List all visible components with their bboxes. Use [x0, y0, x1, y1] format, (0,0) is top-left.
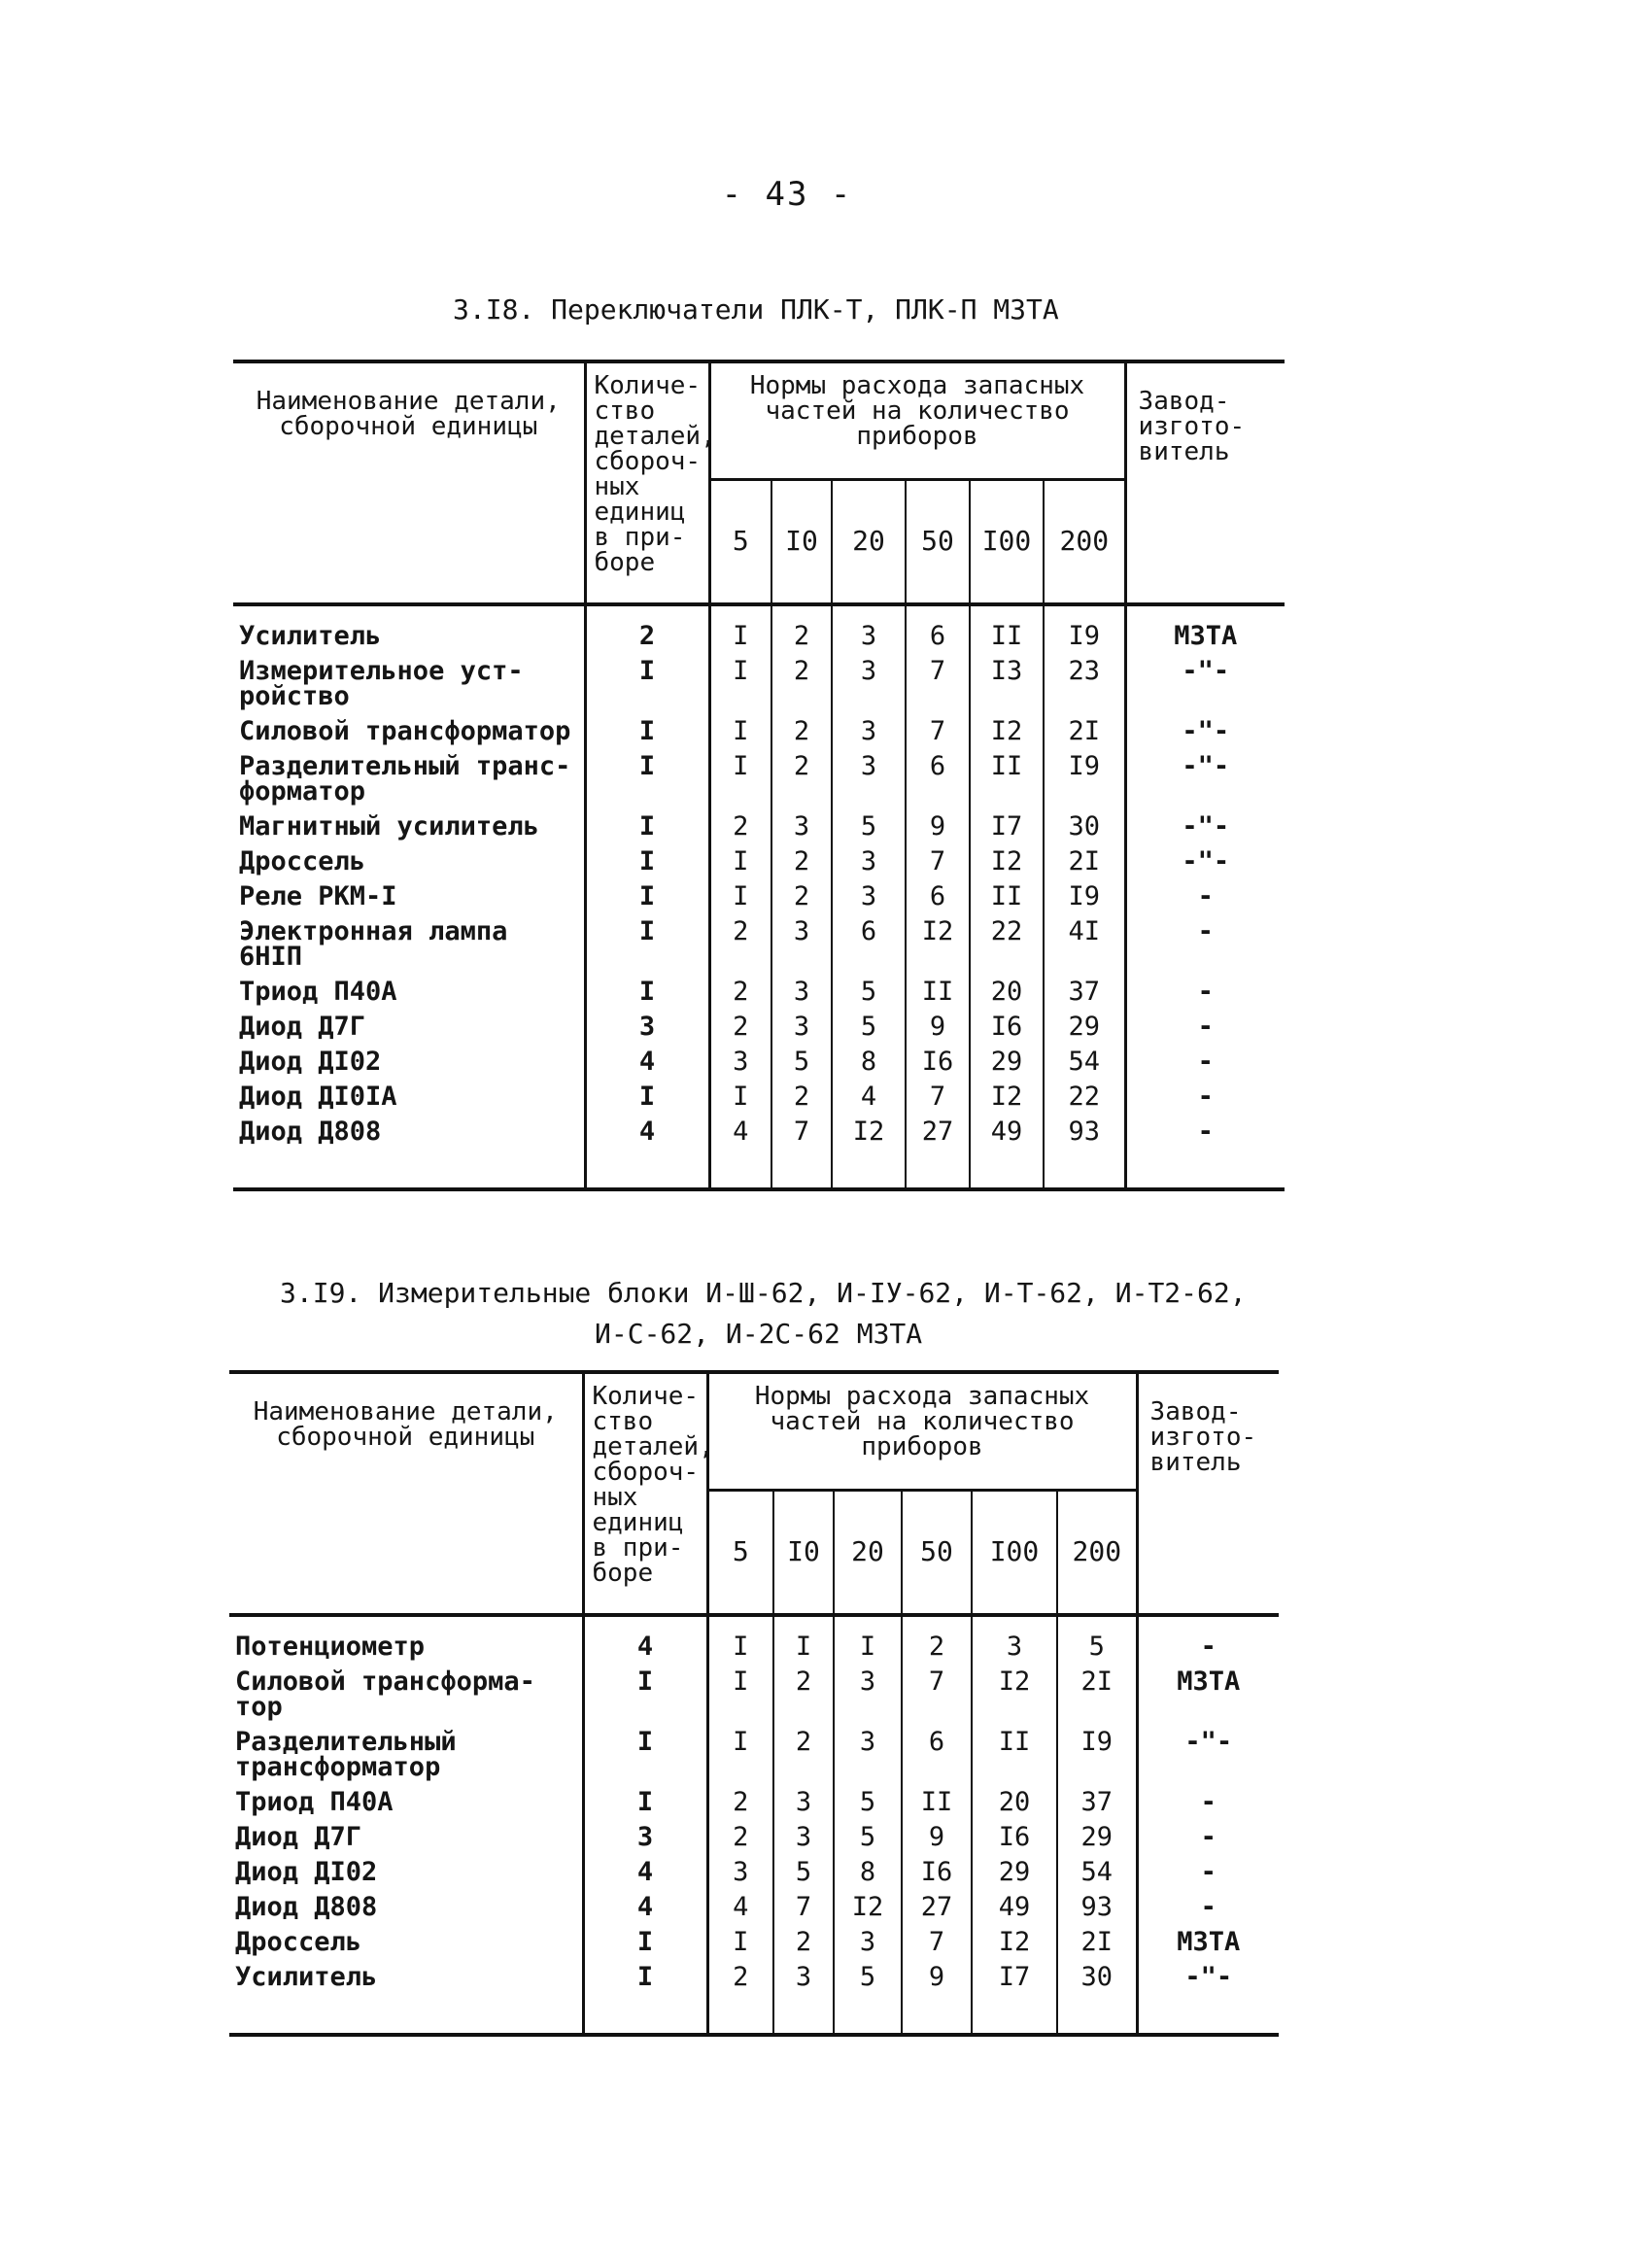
column-header-count: 20	[832, 480, 906, 604]
norm-value-cell: 7	[771, 1119, 832, 1189]
part-name-cell: Реле РКМ-I	[239, 880, 397, 911]
norm-value-cell: 4	[709, 1119, 771, 1189]
table-row	[233, 1049, 1285, 1084]
part-name-cell: Диод Д7Г	[239, 1011, 366, 1042]
norm-value-cell: 3	[832, 659, 906, 719]
table-row	[233, 659, 1285, 719]
part-name-cell: Диод Д808	[235, 1891, 378, 1922]
table-row	[233, 979, 1285, 1014]
norm-value-cell: 37	[1080, 1786, 1114, 1817]
manufacturer-cell: -	[1137, 1790, 1279, 1825]
norm-value-cell: II	[970, 754, 1044, 814]
norm-value-cell: I6	[902, 1860, 972, 1895]
norm-value-cell: 2	[709, 919, 771, 979]
column-header-quantity: Количе- ство деталей, сбороч- ных единиц в при- боре	[585, 361, 709, 604]
table-row	[233, 754, 1285, 814]
norm-value-cell: 7	[906, 659, 970, 719]
norm-value-cell: I2	[906, 919, 970, 979]
table-row	[233, 604, 1285, 659]
spare-parts-table-1	[233, 360, 1285, 1191]
norm-value-cell: 29	[972, 1860, 1057, 1895]
norm-value-cell: 2	[709, 979, 771, 1014]
norm-value-cell: I2	[972, 1930, 1057, 1965]
norm-value-cell: 5	[834, 1965, 902, 2035]
norm-value-cell: 3	[834, 1930, 902, 1965]
norm-value-cell: 29	[1068, 1011, 1101, 1042]
column-header-count: 50	[902, 1491, 972, 1615]
norm-value-cell: I	[709, 849, 771, 884]
part-name-cell: Диод Д808	[233, 1119, 585, 1189]
part-name-cell: Диод ДI02	[239, 1046, 382, 1077]
quantity-cell: I	[585, 919, 709, 979]
table-row	[233, 1014, 1285, 1049]
norm-value-cell: 3	[773, 1965, 834, 2035]
part-name-cell: Усилитель	[229, 1965, 583, 2035]
norm-value-cell: 4	[832, 1084, 906, 1119]
norm-value-cell: 7	[902, 1669, 972, 1730]
table-row	[233, 1084, 1285, 1119]
norm-value-cell: 3	[771, 814, 832, 849]
norm-value-cell: 3	[832, 604, 906, 659]
norm-value-cell: 22	[1068, 1081, 1101, 1112]
norm-value-cell: I7	[972, 1965, 1057, 2035]
norm-value-cell: 3	[972, 1615, 1057, 1669]
norm-value-cell: I	[707, 1669, 773, 1730]
norm-value-cell: 5	[773, 1860, 834, 1895]
norm-value-cell: 5	[832, 979, 906, 1014]
norm-value-cell: 93	[1080, 1891, 1114, 1922]
norm-value-cell: I6	[906, 1049, 970, 1084]
quantity-cell: I	[585, 849, 709, 884]
norm-value-cell: 5	[1088, 1631, 1105, 1662]
norm-value-cell: 3	[773, 1825, 834, 1860]
manufacturer-cell: -	[1125, 884, 1285, 919]
norm-value-cell: I6	[970, 1014, 1044, 1049]
quantity-cell: 2	[585, 604, 709, 659]
part-name-cell: Силовой трансформа- тор	[235, 1666, 535, 1722]
table-row	[233, 719, 1285, 754]
norm-value-cell: I2	[970, 719, 1044, 754]
column-header-count: I00	[972, 1491, 1057, 1615]
page-number: - 43 -	[721, 175, 853, 214]
table-row	[233, 814, 1285, 849]
norm-value-cell: 2I	[1080, 1926, 1114, 1957]
norm-value-cell: 3	[832, 754, 906, 814]
quantity-cell: I	[585, 884, 709, 919]
norm-value-cell: 3	[709, 1049, 771, 1084]
norm-value-cell: II	[970, 884, 1044, 919]
part-name-cell: Диод ДI02	[235, 1856, 378, 1887]
norm-value-cell: I	[707, 1615, 773, 1669]
quantity-cell: I	[583, 1790, 707, 1825]
quantity-cell: I	[585, 1084, 709, 1119]
column-header-count: 200	[1057, 1491, 1137, 1615]
norm-value-cell: 3	[832, 849, 906, 884]
column-header-count: I0	[771, 480, 832, 604]
norm-value-cell: 5	[834, 1825, 902, 1860]
part-name-cell: Триод П40А	[239, 976, 397, 1007]
norm-value-cell: 9	[902, 1825, 972, 1860]
norm-value-cell: I	[709, 884, 771, 919]
norm-value-cell: 2	[771, 604, 832, 659]
part-name-cell: Разделительный транс- форматор	[239, 750, 571, 807]
norm-value-cell: I	[707, 1930, 773, 1965]
quantity-cell: I	[585, 979, 709, 1014]
norm-value-cell: 6	[902, 1730, 972, 1790]
norm-value-cell: 3	[771, 919, 832, 979]
norm-value-cell: 5	[834, 1790, 902, 1825]
norm-value-cell: 9	[906, 1014, 970, 1049]
norm-value-cell: 7	[906, 1084, 970, 1119]
norm-value-cell: I2	[832, 1119, 906, 1189]
manufacturer-cell: -"-	[1125, 659, 1285, 719]
norm-value-cell: 7	[902, 1930, 972, 1965]
norm-value-cell: I7	[970, 814, 1044, 849]
quantity-cell: I	[583, 1669, 707, 1730]
table-row	[229, 1825, 1279, 1860]
norm-value-cell: I	[773, 1615, 834, 1669]
spare-parts-table-2	[229, 1370, 1279, 2037]
table-row	[229, 1730, 1279, 1790]
quantity-cell: 4	[585, 1119, 709, 1189]
norm-value-cell: 2	[771, 754, 832, 814]
norm-value-cell: 3	[771, 979, 832, 1014]
norm-value-cell: 2	[773, 1669, 834, 1730]
table-row	[233, 849, 1285, 884]
norm-value-cell: I2	[970, 849, 1044, 884]
norm-value-cell: 8	[834, 1860, 902, 1895]
table-row	[229, 1669, 1279, 1730]
table2-title-line1: 3.I9. Измерительные блоки И-Ш-62, И-IУ-62, И-Т-62, И-Т2-62,	[280, 1277, 1247, 1309]
norm-value-cell: 2I	[1080, 1666, 1114, 1697]
norm-value-cell: 23	[1068, 655, 1101, 686]
norm-value-cell: 2	[771, 659, 832, 719]
part-name-cell: Дроссель	[239, 845, 366, 876]
norm-value-cell: 20	[970, 979, 1044, 1014]
table2-title	[280, 1273, 1247, 1355]
quantity-cell: 4	[583, 1860, 707, 1895]
norm-value-cell: 5	[832, 1014, 906, 1049]
manufacturer-cell: -"-	[1137, 1965, 1279, 2035]
manufacturer-cell: -"-	[1137, 1730, 1279, 1790]
norm-value-cell: I9	[1068, 620, 1101, 651]
norm-value-cell: 93	[1044, 1119, 1125, 1189]
quantity-cell: I	[585, 719, 709, 754]
norm-value-cell: I9	[1068, 880, 1101, 911]
quantity-cell: 4	[583, 1895, 707, 1930]
quantity-cell: I	[583, 1730, 707, 1790]
column-header-name: Наименование детали, сборочной единицы	[233, 361, 585, 604]
norm-value-cell: 2	[707, 1825, 773, 1860]
norm-value-cell: 2	[773, 1930, 834, 1965]
norm-value-cell: 30	[1068, 810, 1101, 842]
norm-value-cell: 49	[970, 1119, 1044, 1189]
column-header-count: I00	[970, 480, 1044, 604]
manufacturer-cell: -	[1125, 1084, 1285, 1119]
column-header-count: 200	[1044, 480, 1125, 604]
norm-value-cell: I	[709, 719, 771, 754]
column-header-count: 5	[709, 480, 771, 604]
column-header-count: 50	[906, 480, 970, 604]
column-header-name: Наименование детали, сборочной единицы	[229, 1372, 583, 1615]
part-name-cell: Измерительное уст- ройство	[239, 655, 524, 711]
norm-value-cell: 6	[906, 754, 970, 814]
column-header-manufacturer: Завод- изгото- витель	[1137, 1372, 1279, 1615]
table1-body	[233, 604, 1285, 1189]
norm-value-cell: 2	[707, 1965, 773, 2035]
norm-value-cell: II	[906, 979, 970, 1014]
manufacturer-cell: -"-	[1125, 754, 1285, 814]
quantity-cell: I	[585, 814, 709, 849]
part-name-cell: Усилитель	[239, 620, 382, 651]
norm-value-cell: 22	[970, 919, 1044, 979]
quantity-cell: I	[585, 659, 709, 719]
quantity-cell: 3	[583, 1825, 707, 1860]
column-header-count: 5	[707, 1491, 773, 1615]
norm-value-cell: 2	[709, 814, 771, 849]
manufacturer-cell: МЗТА	[1137, 1669, 1279, 1730]
table-row	[229, 1615, 1279, 1669]
manufacturer-cell: МЗТА	[1125, 604, 1285, 659]
norm-value-cell: 27	[906, 1119, 970, 1189]
norm-value-cell: 3	[707, 1860, 773, 1895]
table-row	[233, 1119, 1285, 1189]
norm-value-cell: I3	[970, 659, 1044, 719]
quantity-cell: 4	[585, 1049, 709, 1084]
norm-value-cell: 6	[832, 919, 906, 979]
norm-value-cell: 6	[906, 604, 970, 659]
table-row	[233, 919, 1285, 979]
table2-title-line2: И-С-62, И-2С-62 МЗТА	[595, 1318, 923, 1350]
norm-value-cell: 2	[773, 1730, 834, 1790]
manufacturer-cell: -	[1137, 1860, 1279, 1895]
norm-value-cell: I2	[972, 1669, 1057, 1730]
norm-value-cell: I2	[970, 1084, 1044, 1119]
part-name-cell: Диод ДI0IА	[239, 1081, 397, 1112]
norm-value-cell: I	[709, 604, 771, 659]
norm-value-cell: 3	[834, 1730, 902, 1790]
norm-value-cell: I	[709, 1084, 771, 1119]
table1-title: 3.I8. Переключатели ПЛК-Т, ПЛК-П МЗТА	[453, 293, 1059, 326]
norm-value-cell: 29	[970, 1049, 1044, 1084]
norm-value-cell: 54	[1068, 1046, 1101, 1077]
norm-value-cell: I9	[1080, 1726, 1114, 1757]
norm-value-cell: 7	[773, 1895, 834, 1930]
manufacturer-cell: -"-	[1125, 814, 1285, 849]
norm-value-cell: 30	[1057, 1965, 1137, 2035]
norm-value-cell: II	[970, 604, 1044, 659]
manufacturer-cell: -	[1125, 1049, 1285, 1084]
norm-value-cell: 37	[1068, 976, 1101, 1007]
norm-value-cell: 2	[771, 884, 832, 919]
norm-value-cell: 20	[972, 1790, 1057, 1825]
manufacturer-cell: -"-	[1125, 849, 1285, 884]
norm-value-cell: 2	[902, 1615, 972, 1669]
column-header-manufacturer: Завод- изгото- витель	[1125, 361, 1285, 604]
norm-value-cell: 8	[832, 1049, 906, 1084]
table2-body	[229, 1615, 1279, 2035]
norm-value-cell: 7	[906, 719, 970, 754]
norm-value-cell: 2	[771, 1084, 832, 1119]
norm-value-cell: 5	[832, 814, 906, 849]
norm-value-cell: I2	[834, 1895, 902, 1930]
norm-value-cell: I	[709, 659, 771, 719]
column-header-norms: Нормы расхода запасных частей на количество приборов	[709, 361, 1125, 480]
norm-value-cell: I6	[972, 1825, 1057, 1860]
table-row	[229, 1790, 1279, 1825]
table-row	[233, 884, 1285, 919]
norm-value-cell: II	[902, 1790, 972, 1825]
column-header-count: I0	[773, 1491, 834, 1615]
part-name-cell: Разделительный трансформатор	[235, 1726, 457, 1782]
norm-value-cell: 2	[707, 1790, 773, 1825]
quantity-cell: 4	[583, 1615, 707, 1669]
manufacturer-cell: -	[1137, 1895, 1279, 1930]
norm-value-cell: 29	[1080, 1821, 1114, 1852]
table-row	[229, 1965, 1279, 2035]
manufacturer-cell: -	[1137, 1825, 1279, 1860]
norm-value-cell: 2	[771, 849, 832, 884]
part-name-cell: Триод П40А	[235, 1786, 394, 1817]
quantity-cell: 3	[585, 1014, 709, 1049]
norm-value-cell: I9	[1068, 750, 1101, 781]
part-name-cell: Электронная лампа 6НIП	[239, 915, 508, 972]
norm-value-cell: 3	[832, 884, 906, 919]
norm-value-cell: 3	[834, 1669, 902, 1730]
norm-value-cell: 27	[902, 1895, 972, 1930]
norm-value-cell: 7	[906, 849, 970, 884]
norm-value-cell: 3	[773, 1790, 834, 1825]
part-name-cell: Диод Д7Г	[235, 1821, 362, 1852]
part-name-cell: Силовой трансформатор	[239, 715, 571, 746]
norm-value-cell: 54	[1080, 1856, 1114, 1887]
norm-value-cell: 9	[906, 814, 970, 849]
table-row	[229, 1930, 1279, 1965]
manufacturer-cell: -	[1137, 1615, 1279, 1669]
column-header-norms: Нормы расхода запасных частей на количество приборов	[707, 1372, 1137, 1491]
part-name-cell: Потенциометр	[235, 1631, 426, 1662]
norm-value-cell: II	[972, 1730, 1057, 1790]
column-header-count: 20	[834, 1491, 902, 1615]
quantity-cell: I	[583, 1930, 707, 1965]
manufacturer-cell: -	[1125, 919, 1285, 979]
table-row	[229, 1860, 1279, 1895]
part-name-cell: Дроссель	[235, 1926, 362, 1957]
manufacturer-cell: -"-	[1125, 719, 1285, 754]
norm-value-cell: 6	[906, 884, 970, 919]
quantity-cell: I	[583, 1965, 707, 2035]
norm-value-cell: I	[834, 1615, 902, 1669]
manufacturer-cell: МЗТА	[1137, 1930, 1279, 1965]
norm-value-cell: 2I	[1068, 845, 1101, 876]
table-row	[229, 1895, 1279, 1930]
norm-value-cell: 2I	[1068, 715, 1101, 746]
norm-value-cell: I	[707, 1730, 773, 1790]
manufacturer-cell: -	[1125, 1119, 1285, 1189]
norm-value-cell: 3	[771, 1014, 832, 1049]
norm-value-cell: 2	[709, 1014, 771, 1049]
norm-value-cell: 2	[771, 719, 832, 754]
column-header-quantity: Количе- ство деталей, сбороч- ных единиц в при- боре	[583, 1372, 707, 1615]
manufacturer-cell: -	[1125, 979, 1285, 1014]
norm-value-cell: 5	[771, 1049, 832, 1084]
norm-value-cell: 4I	[1068, 915, 1101, 946]
quantity-cell: I	[585, 754, 709, 814]
norm-value-cell: 4	[707, 1895, 773, 1930]
norm-value-cell: 9	[902, 1965, 972, 2035]
norm-value-cell: 3	[832, 719, 906, 754]
manufacturer-cell: -	[1125, 1014, 1285, 1049]
norm-value-cell: I	[709, 754, 771, 814]
part-name-cell: Магнитный усилитель	[239, 810, 539, 842]
norm-value-cell: 49	[972, 1895, 1057, 1930]
